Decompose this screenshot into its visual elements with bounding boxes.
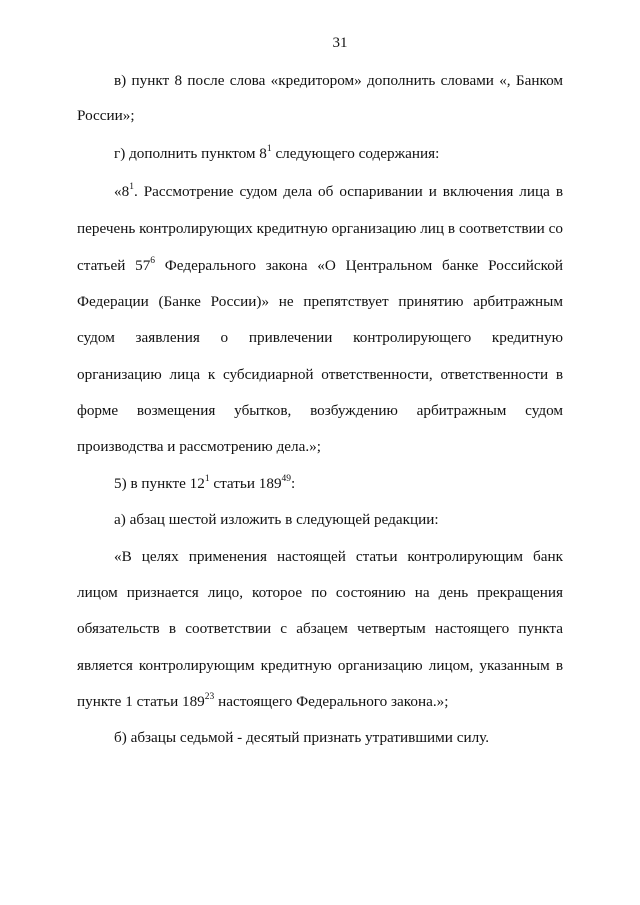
superscript: 6 bbox=[150, 255, 156, 266]
text: перечень контролирующих кредитную организацию лиц в соответствии со bbox=[77, 220, 563, 237]
text: лицом признается лицо, которое по состоянию на день прекращения bbox=[77, 584, 563, 601]
text: форме возмещения убытков, возбуждению арбитражным судом bbox=[77, 402, 563, 419]
paragraph-line bbox=[77, 438, 563, 456]
text: г) дополнить пунктом 8 bbox=[114, 145, 267, 162]
superscript: 1 bbox=[266, 143, 272, 154]
text: обязательств в соответствии с абзацем четвертым настоящего пункта bbox=[77, 620, 563, 637]
text: следующего содержания: bbox=[271, 145, 440, 162]
superscript: 23 bbox=[204, 691, 215, 702]
paragraph-line bbox=[114, 511, 563, 529]
text: России»; bbox=[77, 107, 135, 124]
paragraph-line bbox=[77, 366, 563, 384]
text: статьи 189 bbox=[209, 475, 282, 492]
text: настоящего Федерального закона.»; bbox=[214, 693, 449, 710]
superscript: 49 bbox=[281, 473, 292, 484]
text: . Рассмотрение судом дела об оспаривании и включения лица в bbox=[133, 183, 563, 200]
text: а) абзац шестой изложить в следующей редакции: bbox=[114, 511, 439, 528]
paragraph-line bbox=[77, 293, 563, 311]
paragraph-line bbox=[77, 402, 563, 420]
text: Федерального закона «О Центральном банке Российской bbox=[155, 257, 563, 274]
paragraph-line bbox=[114, 72, 563, 90]
text: 5) в пункте 12 bbox=[114, 475, 205, 492]
paragraph-line bbox=[77, 257, 563, 275]
text: производства и рассмотрению дела.»; bbox=[77, 438, 321, 455]
text: Федерации (Банке России)» не препятствует принятию арбитражным bbox=[77, 293, 563, 310]
text: «8 bbox=[114, 183, 130, 200]
text: б) абзацы седьмой - десятый признать утратившими силу. bbox=[114, 729, 490, 746]
paragraph-line bbox=[77, 693, 563, 711]
paragraph-line bbox=[114, 548, 563, 566]
text: «В целях применения настоящей статьи контролирующим банк bbox=[114, 548, 563, 565]
superscript: 1 bbox=[204, 473, 210, 484]
superscript: 1 bbox=[129, 181, 134, 192]
paragraph-line bbox=[114, 145, 563, 163]
paragraph-line bbox=[77, 220, 563, 238]
paragraph-line bbox=[77, 329, 563, 347]
paragraph-line bbox=[77, 620, 563, 638]
text: пункте 1 статьи 189 bbox=[77, 693, 205, 710]
text: : bbox=[291, 475, 296, 492]
text: в) пункт 8 после слова «кредитором» дополнить словами «, Банком bbox=[114, 72, 563, 89]
text: судом заявления о привлечении контролирующего кредитную bbox=[77, 329, 563, 346]
text: является контролирующим кредитную организацию лицом, указанным в bbox=[77, 657, 563, 674]
page-number: 31 bbox=[332, 35, 348, 51]
paragraph-line bbox=[77, 584, 563, 602]
text: организацию лица к субсидиарной ответственности, ответственности в bbox=[77, 366, 563, 383]
paragraph-line bbox=[77, 107, 563, 125]
paragraph-line bbox=[77, 657, 563, 675]
paragraph-line bbox=[114, 183, 563, 201]
text: статьей 57 bbox=[77, 257, 151, 274]
paragraph-line bbox=[114, 729, 563, 747]
paragraph-line bbox=[114, 475, 563, 493]
